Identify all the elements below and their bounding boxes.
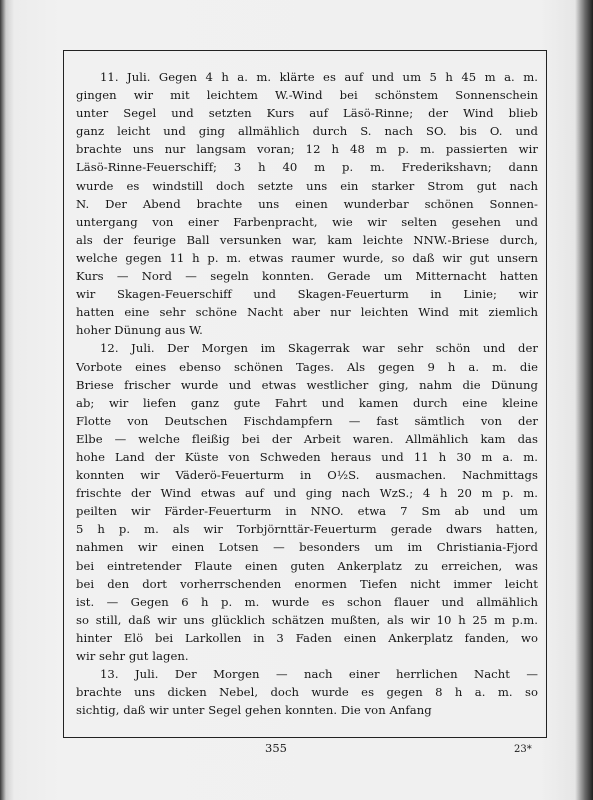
text-line: Flotte von Deutschen Fischdampfern — fast sämtlich von der: [76, 413, 538, 428]
text-line: Vorbote eines ebenso schönen Tages. Als gegen 9 h a. m. die: [76, 359, 538, 374]
text-line: so still, daß wir uns glücklich schätzen mußten, als wir 10 h 25 m p.m.: [76, 612, 538, 627]
text-line: Elbe — welche fleißig bei der Arbeit waren. Allmählich kam das: [76, 431, 538, 446]
text-line: hatten eine sehr schöne Nacht aber nur leichten Wind mit ziemlich: [76, 305, 538, 320]
text-line: brachte uns nur langsam voran; 12 h 48 m p. m. passierten wir: [76, 142, 538, 157]
text-line: bei eintretender Flaute einen guten Ankerplatz zu erreichen, was: [76, 558, 538, 573]
text-line: konnten wir Väderö-Feuerturm in O½S. ausmachen. Nachmittags: [76, 468, 538, 483]
text-line: frischte der Wind etwas auf und ging nach WzS.; 4 h 20 m p. m.: [76, 486, 538, 501]
text-line: untergang von einer Farbenpracht, wie wir selten gesehen und: [76, 214, 538, 229]
text-line: Kurs — Nord — segeln konnten. Gerade um Mitternacht hatten: [76, 269, 538, 284]
text-line: ist. — Gegen 6 h p. m. wurde es schon flauer und allmählich: [76, 594, 538, 609]
body-text: [76, 68, 538, 719]
text-line: unter Segel und setzten Kurs auf Läsö-Rinne; der Wind blieb: [76, 106, 538, 121]
text-line: 12. Juli. Der Morgen im Skagerrak war sehr schön und der: [100, 341, 538, 356]
text-line: als der feurige Ball versunken war, kam leichte NNW.-Briese durch,: [76, 232, 538, 247]
text-line: Briese frischer wurde und etwas westlicher ging, nahm die Dünung: [76, 377, 538, 392]
text-line: brachte uns dicken Nebel, doch wurde es gegen 8 h a. m. so: [76, 685, 538, 700]
text-line: 5 h p. m. als wir Torbjörnttär-Feuerturm gerade dwars hatten,: [76, 522, 538, 537]
text-line: sichtig, daß wir unter Segel gehen konnten. Die von Anfang: [76, 703, 432, 718]
text-line: hohe Land der Küste von Schweden heraus und 11 h 30 m a. m.: [76, 449, 538, 464]
text-line: ab; wir liefen ganz gute Fahrt und kamen durch eine kleine: [76, 395, 538, 410]
paragraph: [76, 665, 538, 719]
text-line: gingen wir mit leichtem W.-Wind bei schönstem Sonnenschein: [76, 88, 538, 103]
text-line: wir Skagen-Feuerschiff und Skagen-Feuerturm in Linie; wir: [76, 287, 538, 302]
text-line: ganz leicht und ging allmählich durch S. nach SO. bis O. und: [76, 124, 538, 139]
text-line: hoher Dünung aus W.: [76, 323, 203, 338]
text-line: wurde es windstill doch setzte uns ein starker Strom gut nach: [76, 178, 538, 193]
text-line: bei den dort vorherrschenden enormen Tiefen nicht immer leicht: [76, 576, 538, 591]
text-line: hinter Elö bei Larkollen in 3 Faden einen Ankerplatz fanden, wo: [76, 630, 538, 645]
text-line: 11. Juli. Gegen 4 h a. m. klärte es auf und um 5 h 45 m a. m.: [100, 70, 538, 84]
page-number: 355: [265, 741, 287, 755]
signature-mark: 23*: [514, 744, 532, 755]
text-line: wir sehr gut lagen.: [76, 649, 189, 663]
paragraph: [76, 339, 538, 665]
text-line: Läsö-Rinne-Feuerschiff; 3 h 40 m p. m. Frederikshavn; dann: [76, 160, 538, 175]
text-line: nahmen wir einen Lotsen — besonders um im Christiania-Fjord: [76, 540, 538, 555]
text-line: N. Der Abend brachte uns einen wunderbar schönen Sonnen-: [76, 196, 538, 211]
text-line: 13. Juli. Der Morgen — nach einer herrlichen Nacht —: [100, 667, 538, 682]
text-line: welche gegen 11 h p. m. etwas raumer wurde, so daß wir gut unsern: [76, 250, 538, 265]
text-line: peilten wir Färder-Feuerturm in NNO. etwa 7 Sm ab und um: [76, 504, 538, 519]
paragraph: [76, 68, 538, 339]
